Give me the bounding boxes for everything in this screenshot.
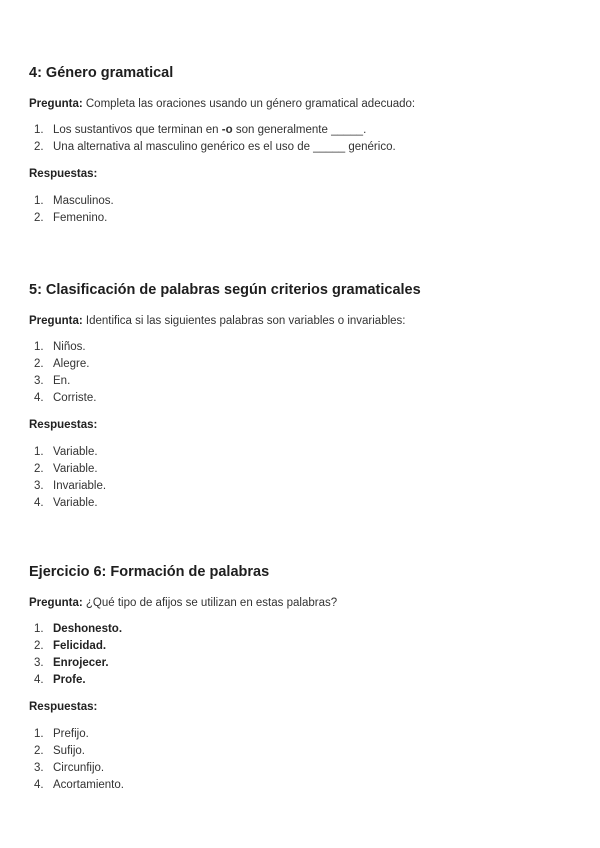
item-text: Alegre.	[53, 358, 90, 370]
item-text: Profe.	[53, 674, 86, 686]
list-item	[29, 672, 574, 689]
exercise-list	[29, 122, 574, 156]
list-item	[29, 726, 574, 743]
list-item	[29, 461, 574, 478]
list-item	[29, 356, 574, 373]
list-item	[29, 495, 574, 512]
question-text: ¿Qué tipo de afijos se utilizan en estas palabras?	[85, 597, 338, 609]
section-formacion-palabras	[29, 563, 574, 794]
section-genero-gramatical	[29, 64, 574, 227]
list-item	[29, 210, 574, 227]
exercise-list	[29, 339, 574, 407]
item-number: 2.	[34, 640, 44, 652]
section-clasificacion-palabras	[29, 281, 574, 512]
list-item	[29, 760, 574, 777]
question-text: Identifica si las siguientes palabras son variables o invariables:	[85, 315, 406, 327]
answers-list	[29, 444, 574, 512]
item-number: 4.	[34, 674, 44, 686]
item-text: Prefijo.	[53, 728, 89, 740]
item-number: 3.	[34, 480, 44, 492]
item-number: 1.	[34, 623, 44, 635]
question-label: Pregunta:	[29, 98, 83, 110]
item-text: Variable.	[53, 497, 98, 509]
item-text: Deshonesto.	[53, 623, 123, 635]
item-number: 3.	[34, 762, 44, 774]
item-text: En.	[53, 375, 71, 387]
list-item	[29, 193, 574, 210]
item-text: Circunfijo.	[53, 762, 105, 774]
answers-label: Respuestas:	[29, 419, 98, 431]
item-number: 1.	[34, 124, 44, 136]
item-text: Masculinos.	[53, 195, 114, 207]
item-number: 2.	[34, 141, 44, 153]
question	[29, 596, 574, 611]
item-text: Variable.	[53, 446, 98, 458]
item-number: 1.	[34, 195, 44, 207]
list-item	[29, 478, 574, 495]
item-text: Una alternativa al masculino genérico es el uso de _____ genérico.	[53, 141, 396, 153]
item-number: 2.	[34, 212, 44, 224]
section-title: 4: Género gramatical	[29, 65, 174, 81]
item-number: 3.	[34, 657, 44, 669]
list-item	[29, 339, 574, 356]
item-text: Niños.	[53, 341, 86, 353]
question-label: Pregunta:	[29, 315, 83, 327]
item-text-bold: -o	[221, 124, 233, 136]
item-text: Acortamiento.	[53, 779, 124, 791]
item-number: 1.	[34, 446, 44, 458]
list-item	[29, 373, 574, 390]
question-label: Pregunta:	[29, 597, 83, 609]
list-item	[29, 777, 574, 794]
list-item	[29, 444, 574, 461]
answers-list	[29, 193, 574, 227]
item-text: Felicidad.	[53, 640, 107, 652]
item-number: 2.	[34, 358, 44, 370]
item-text: Enrojecer.	[53, 657, 109, 669]
section-title: Ejercicio 6: Formación de palabras	[29, 564, 270, 580]
answers-label: Respuestas:	[29, 168, 98, 180]
list-item	[29, 655, 574, 672]
list-item	[29, 743, 574, 760]
item-text: Invariable.	[53, 480, 107, 492]
list-item	[29, 621, 574, 638]
item-number: 4.	[34, 497, 44, 509]
list-item	[29, 122, 574, 139]
item-number: 1.	[34, 728, 44, 740]
list-item	[29, 390, 574, 407]
list-item	[29, 638, 574, 655]
item-text-before: Los sustantivos que terminan en	[53, 124, 222, 136]
item-text: Sufijo.	[53, 745, 85, 757]
question	[29, 97, 574, 112]
exercise-list	[29, 621, 574, 689]
answers-list	[29, 726, 574, 794]
item-number: 2.	[34, 463, 44, 475]
answers-label: Respuestas:	[29, 701, 98, 713]
item-number: 4.	[34, 392, 44, 404]
item-number: 1.	[34, 341, 44, 353]
list-item	[29, 139, 574, 156]
question	[29, 314, 574, 329]
item-text-after: son generalmente _____.	[232, 124, 367, 136]
item-text: Femenino.	[53, 212, 108, 224]
question-text: Completa las oraciones usando un género gramatical adecuado:	[85, 98, 416, 110]
item-number: 4.	[34, 779, 44, 791]
section-title: 5: Clasificación de palabras según criterios gramaticales	[29, 282, 421, 298]
item-text: Corriste.	[53, 392, 97, 404]
item-number: 3.	[34, 375, 44, 387]
item-text: Variable.	[53, 463, 98, 475]
item-number: 2.	[34, 745, 44, 757]
